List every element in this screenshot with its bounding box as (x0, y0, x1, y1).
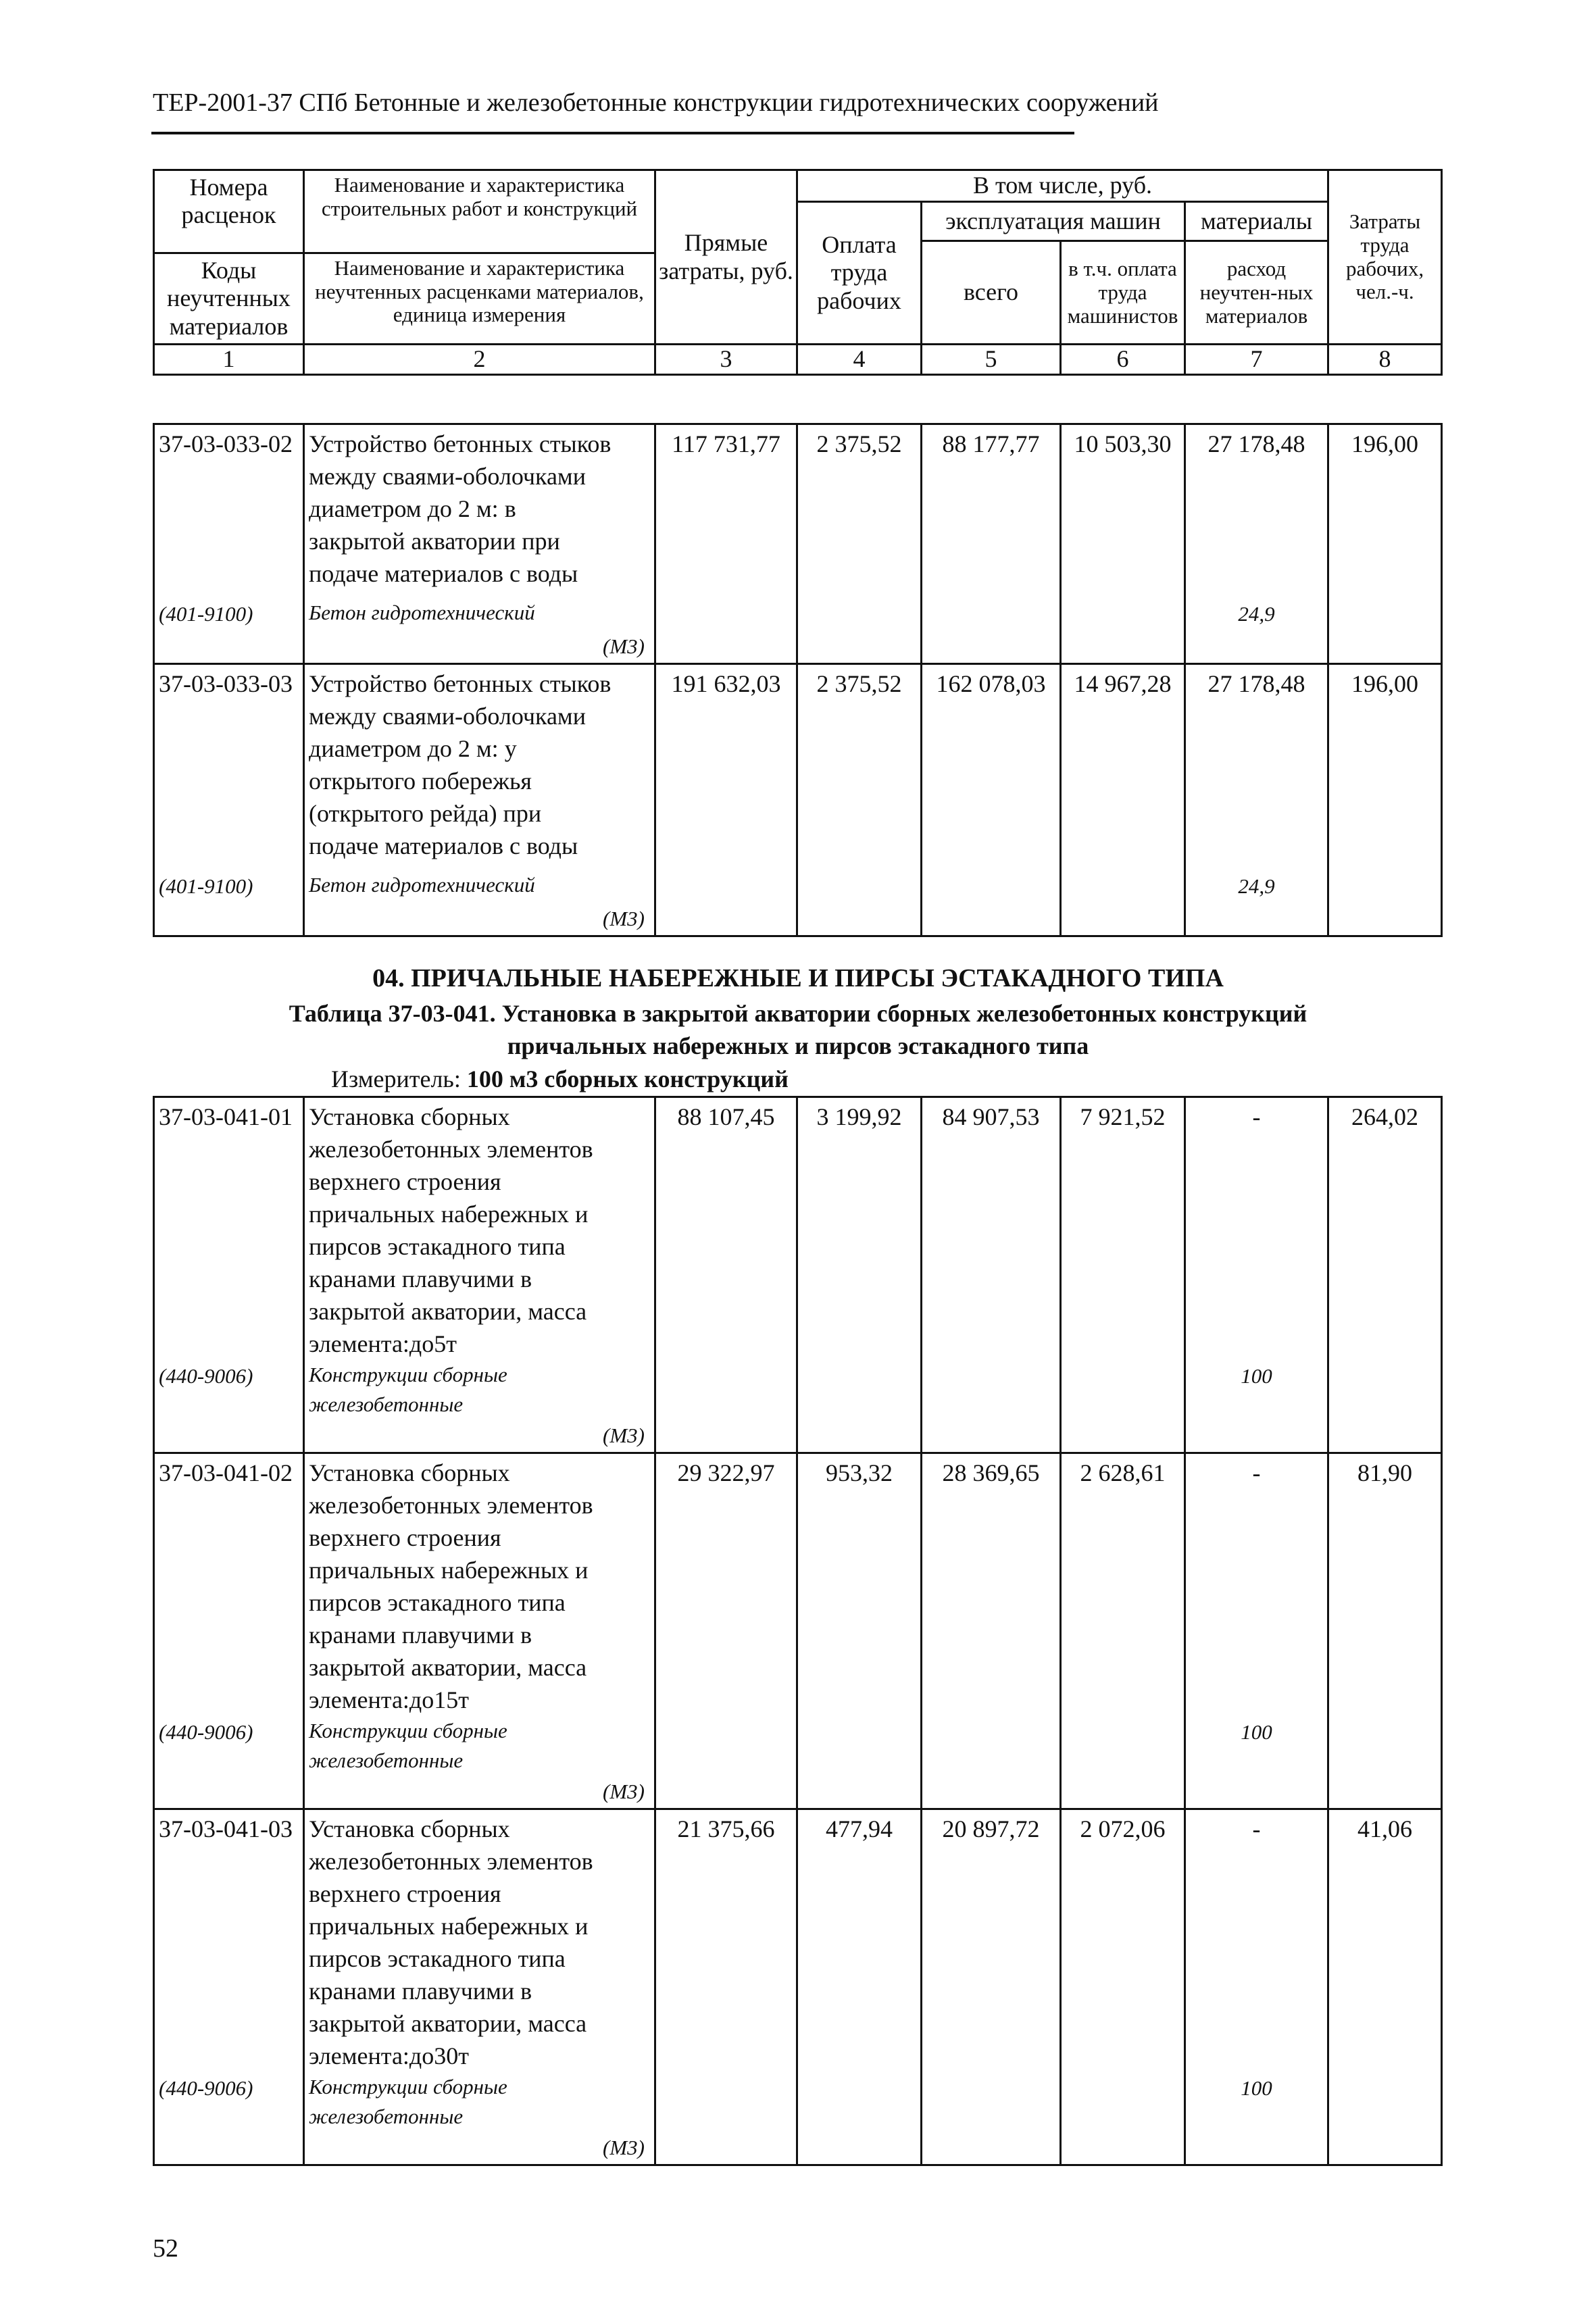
description-line: пирсов эстакадного типа (309, 1589, 566, 1616)
materials-value: - (1185, 1097, 1328, 1361)
description-line: между сваями-оболочками (309, 463, 586, 490)
description-line: закрытой акватории, масса (309, 1654, 587, 1681)
header-machines-total: всего (922, 241, 1061, 345)
header-including-group: В том числе, руб. (797, 170, 1328, 202)
description-line: железобетонных элементов (309, 1492, 593, 1519)
material-name: Бетон гидротехнический (304, 870, 655, 903)
direct-costs-value: 88 107,45 (655, 1097, 797, 1361)
labor-pay-value: 477,94 (797, 1809, 922, 2073)
material-unit: (М3) (304, 903, 655, 936)
material-unit-row (154, 1776, 1442, 1809)
header-work-names: Наименование и характеристика строительных работ и конструкций (305, 171, 654, 254)
measure-unit (331, 1065, 789, 1093)
rate-description (304, 424, 655, 599)
rate-description (304, 1097, 655, 1361)
labor-hours-value: 264,02 (1328, 1097, 1442, 1361)
header-material-names: Наименование и характеристика неучтенных расценками материалов, единица измерения (315, 256, 644, 327)
table-row (154, 424, 1442, 599)
description-line: железобетонных элементов (309, 1848, 593, 1875)
description-line: причальных набережных и (309, 1913, 589, 1940)
material-quantity: 100 (1185, 2072, 1328, 2132)
description-line: (открытого рейда) при (309, 800, 542, 827)
description-line: между сваями-оболочками (309, 703, 586, 730)
machines-total-value: 28 369,65 (922, 1453, 1061, 1717)
direct-costs-value: 117 731,77 (655, 424, 797, 599)
page-number: 52 (153, 2234, 178, 2263)
col-number: 5 (922, 345, 1061, 374)
material-row (154, 1716, 1442, 1776)
material-code: (440-9006) (154, 2072, 304, 2132)
description-line: пирсов эстакадного типа (309, 1945, 566, 1972)
machines-total-value: 162 078,03 (922, 664, 1061, 871)
material-name (304, 1360, 655, 1419)
description-line: подаче материалов с воды (309, 560, 578, 587)
machinist-pay-value: 14 967,28 (1061, 664, 1185, 871)
material-row (154, 1360, 1442, 1419)
labor-pay-value: 3 199,92 (797, 1097, 922, 1361)
description-line: верхнего строения (309, 1880, 501, 1907)
rate-description (304, 664, 655, 871)
page-header-title: ТЕР-2001-37 СПб Бетонные и железобетонные конструкции гидротехнических сооружений (153, 89, 1159, 117)
labor-pay-value: 953,32 (797, 1453, 922, 1717)
rate-code: 37-03-041-03 (154, 1809, 304, 2073)
table-title-line: причальных набережных и пирсов эстакадного типа (507, 1032, 1089, 1059)
material-quantity: 24,9 (1185, 870, 1328, 903)
machinist-pay-value: 7 921,52 (1061, 1097, 1185, 1361)
labor-pay-value: 2 375,52 (797, 664, 922, 871)
col-number: 2 (304, 345, 655, 374)
col-number: 4 (797, 345, 922, 374)
measure-value: 100 м3 сборных конструкций (466, 1065, 789, 1092)
description-line: пирсов эстакадного типа (309, 1233, 566, 1260)
materials-value: 27 178,48 (1185, 664, 1328, 871)
labor-pay-value: 2 375,52 (797, 424, 922, 599)
description-line: причальных набережных и (309, 1201, 589, 1228)
rate-code: 37-03-033-02 (154, 424, 304, 599)
description-line: элемента:до15т (309, 1686, 469, 1713)
description-line: закрытой акватории, масса (309, 1298, 587, 1325)
material-code: (440-9006) (154, 1716, 304, 1776)
header-labor-pay: Оплата труда рабочих (797, 202, 922, 345)
material-unit: (М3) (304, 1776, 655, 1809)
material-unit-row (154, 2132, 1442, 2165)
material-code: (401-9100) (154, 870, 304, 903)
description-line: Установка сборных (309, 1103, 510, 1130)
col-number: 8 (1328, 345, 1442, 374)
material-quantity: 100 (1185, 1716, 1328, 1776)
description-line: подаче материалов с воды (309, 832, 578, 859)
material-name-line: Конструкции сборные (309, 2075, 507, 2098)
description-line: диаметром до 2 м: в (309, 495, 516, 522)
labor-hours-value: 196,00 (1328, 664, 1442, 871)
measure-label: Измеритель: (331, 1065, 461, 1092)
description-line: диаметром до 2 м: у (309, 735, 517, 762)
rate-code: 37-03-041-02 (154, 1453, 304, 1717)
description-line: закрытой акватории, масса (309, 2010, 587, 2037)
table-title (0, 997, 1596, 1062)
header-rule (151, 132, 1074, 134)
material-name (304, 1716, 655, 1776)
col-number: 3 (655, 345, 797, 374)
header-labor-hours: Затраты труда рабочих, чел.-ч. (1328, 170, 1442, 345)
machines-total-value: 20 897,72 (922, 1809, 1061, 2073)
machines-total-value: 88 177,77 (922, 424, 1061, 599)
rates-table-041 (153, 1096, 1443, 2166)
col-number: 1 (154, 345, 304, 374)
table-row (154, 1809, 1442, 2073)
material-unit-row (154, 1419, 1442, 1453)
description-line: верхнего строения (309, 1168, 501, 1195)
description-line: железобетонных элементов (309, 1136, 593, 1163)
material-row (154, 598, 1442, 630)
material-name-line: железобетонные (309, 2105, 464, 2128)
header-direct-costs: Прямые затраты, руб. (655, 170, 797, 345)
description-line: Устройство бетонных стыков (309, 670, 612, 697)
table-row (154, 664, 1442, 871)
material-unit: (М3) (304, 1419, 655, 1453)
col-number: 6 (1061, 345, 1185, 374)
material-unit-row (154, 903, 1442, 936)
labor-hours-value: 41,06 (1328, 1809, 1442, 2073)
materials-value: 27 178,48 (1185, 424, 1328, 599)
labor-hours-value: 196,00 (1328, 424, 1442, 599)
direct-costs-value: 29 322,97 (655, 1453, 797, 1717)
header-materials-group: материалы (1185, 202, 1328, 241)
material-unit: (М3) (304, 2132, 655, 2165)
direct-costs-value: 191 632,03 (655, 664, 797, 871)
header-unaccounted-materials: расход неучтен-ных материалов (1185, 241, 1328, 345)
table-row (154, 1097, 1442, 1361)
material-code: (401-9100) (154, 598, 304, 630)
description-line: причальных набережных и (309, 1557, 589, 1584)
description-line: элемента:до30т (309, 2042, 469, 2069)
material-name: Бетон гидротехнический (304, 598, 655, 630)
description-line: верхнего строения (309, 1524, 501, 1551)
description-line: Устройство бетонных стыков (309, 430, 612, 457)
section-title: 04. ПРИЧАЛЬНЫЕ НАБЕРЕЖНЫЕ И ПИРСЫ ЭСТАКАДНОГО ТИПА (372, 964, 1224, 992)
machines-total-value: 84 907,53 (922, 1097, 1061, 1361)
machinist-pay-value: 10 503,30 (1061, 424, 1185, 599)
material-quantity: 24,9 (1185, 598, 1328, 630)
material-code: (440-9006) (154, 1360, 304, 1419)
description-line: кранами плавучими в (309, 1621, 532, 1649)
material-name (304, 2072, 655, 2132)
material-unit-row (154, 630, 1442, 664)
labor-hours-value: 81,90 (1328, 1453, 1442, 1717)
rates-table-033 (153, 423, 1443, 937)
table-row (154, 1453, 1442, 1717)
description-line: открытого побережья (309, 768, 532, 795)
col-number: 7 (1185, 345, 1328, 374)
material-quantity: 100 (1185, 1360, 1328, 1419)
column-header-table (153, 169, 1443, 376)
header-material-codes: Коды неучтенных материалов (167, 257, 291, 340)
table-title-line: Таблица 37-03-041. Установка в закрытой акватории сборных железобетонных конструкций (289, 1000, 1307, 1027)
material-row (154, 2072, 1442, 2132)
description-line: закрытой акватории при (309, 528, 560, 555)
header-machines-group: эксплуатация машин (922, 202, 1185, 241)
header-machinist-pay: в т.ч. оплата труда машинистов (1061, 241, 1185, 345)
rate-description (304, 1809, 655, 2073)
direct-costs-value: 21 375,66 (655, 1809, 797, 2073)
material-name-line: железобетонные (309, 1392, 464, 1416)
machinist-pay-value: 2 072,06 (1061, 1809, 1185, 2073)
header-codes-cell (154, 170, 304, 345)
description-line: Установка сборных (309, 1815, 510, 1842)
materials-value: - (1185, 1453, 1328, 1717)
description-line: Установка сборных (309, 1459, 510, 1486)
machinist-pay-value: 2 628,61 (1061, 1453, 1185, 1717)
materials-value: - (1185, 1809, 1328, 2073)
description-line: кранами плавучими в (309, 1978, 532, 2005)
material-name-line: железобетонные (309, 1749, 464, 1772)
rate-code: 37-03-041-01 (154, 1097, 304, 1361)
header-names-cell (304, 170, 655, 345)
description-line: кранами плавучими в (309, 1265, 532, 1292)
header-rate-numbers: Номера расценок (155, 171, 303, 254)
description-line: элемента:до5т (309, 1330, 457, 1357)
material-unit: (М3) (304, 630, 655, 664)
material-name-line: Конструкции сборные (309, 1363, 507, 1386)
material-name-line: Конструкции сборные (309, 1719, 507, 1742)
rate-description (304, 1453, 655, 1717)
material-row (154, 870, 1442, 903)
rate-code: 37-03-033-03 (154, 664, 304, 871)
